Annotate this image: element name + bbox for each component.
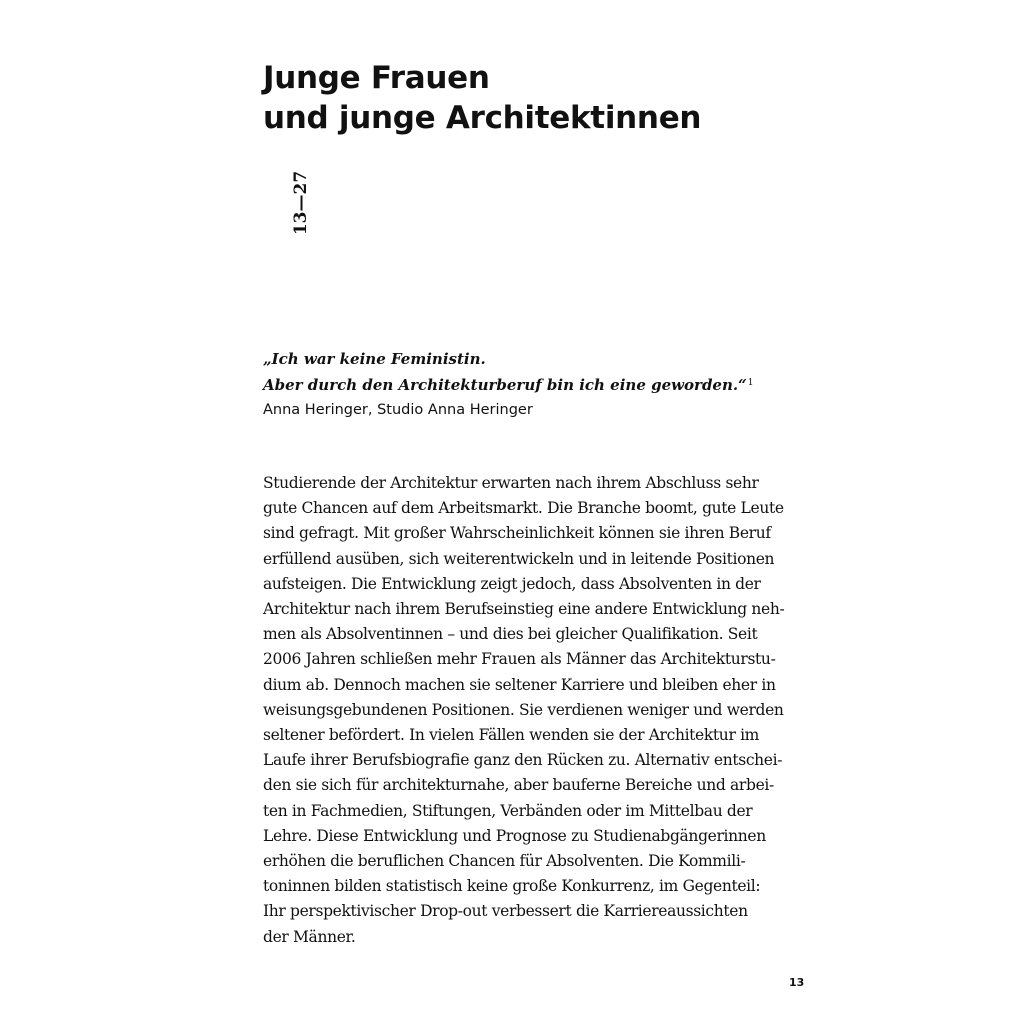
body-line: dium ab. Dennoch machen sie seltener Karriere und bleiben eher in <box>263 675 776 694</box>
body-line: den sie sich für architekturnahe, aber bauferne Bereiche und arbei- <box>263 776 774 795</box>
body-paragraph <box>263 471 808 950</box>
quote-line-2 <box>263 372 753 398</box>
body-line: Lehre. Diese Entwicklung und Prognose zu Studienabgängerinnen <box>263 826 766 845</box>
quote-line-2-text: Aber durch den Architekturberuf bin ich eine geworden.“ <box>263 376 747 394</box>
body-line: sind gefragt. Mit großer Wahrscheinlichkeit können sie ihren Beruf <box>263 524 771 543</box>
body-line: gute Chancen auf dem Arbeitsmarkt. Die Branche boomt, gute Leute <box>263 499 784 518</box>
body-line: Ihr perspektivischer Drop-out verbessert die Karriereaussichten <box>263 902 748 921</box>
body-line: ten in Fachmedien, Stiftungen, Verbänden oder im Mittelbau der <box>263 801 753 820</box>
footnote-reference: 1 <box>747 378 754 388</box>
page-number: 13 <box>789 976 805 989</box>
chapter-title-line-1: Junge Frauen <box>263 60 490 96</box>
body-line: Architektur nach ihrem Berufseinstieg eine andere Entwicklung neh- <box>263 600 785 619</box>
body-line: men als Absolventinnen – und dies bei gleicher Qualifikation. Seit <box>263 625 758 644</box>
chapter-title-line-2: und junge Architektinnen <box>263 100 702 136</box>
body-line: Laufe ihrer Berufsbiografie ganz den Rücken zu. Alternativ entschei- <box>263 751 783 770</box>
body-line: 2006 Jahren schließen mehr Frauen als Männer das Architekturstu- <box>263 650 776 669</box>
chapter-title <box>263 58 701 138</box>
epigraph-quote <box>263 346 753 398</box>
body-line: seltener befördert. In vielen Fällen wenden sie der Architektur im <box>263 726 760 745</box>
chapter-page-range: 13—27 <box>291 170 311 236</box>
body-line: toninnen bilden statistisch keine große Konkurrenz, im Gegenteil: <box>263 877 761 896</box>
body-line: der Männer. <box>263 927 356 946</box>
quote-line-1: „Ich war keine Feministin. <box>263 350 486 368</box>
body-line: aufsteigen. Die Entwicklung zeigt jedoch, dass Absolventen in der <box>263 574 761 593</box>
quote-attribution: Anna Heringer, Studio Anna Heringer <box>263 402 533 418</box>
body-line: erhöhen die beruflichen Chancen für Absolventen. Die Kommili- <box>263 852 746 871</box>
body-line: erfüllend ausüben, sich weiterentwickeln und in leitende Positionen <box>263 549 775 568</box>
body-line: weisungsgebundenen Positionen. Sie verdienen weniger und werden <box>263 700 784 719</box>
body-line: Studierende der Architektur erwarten nach ihrem Abschluss sehr <box>263 474 759 492</box>
